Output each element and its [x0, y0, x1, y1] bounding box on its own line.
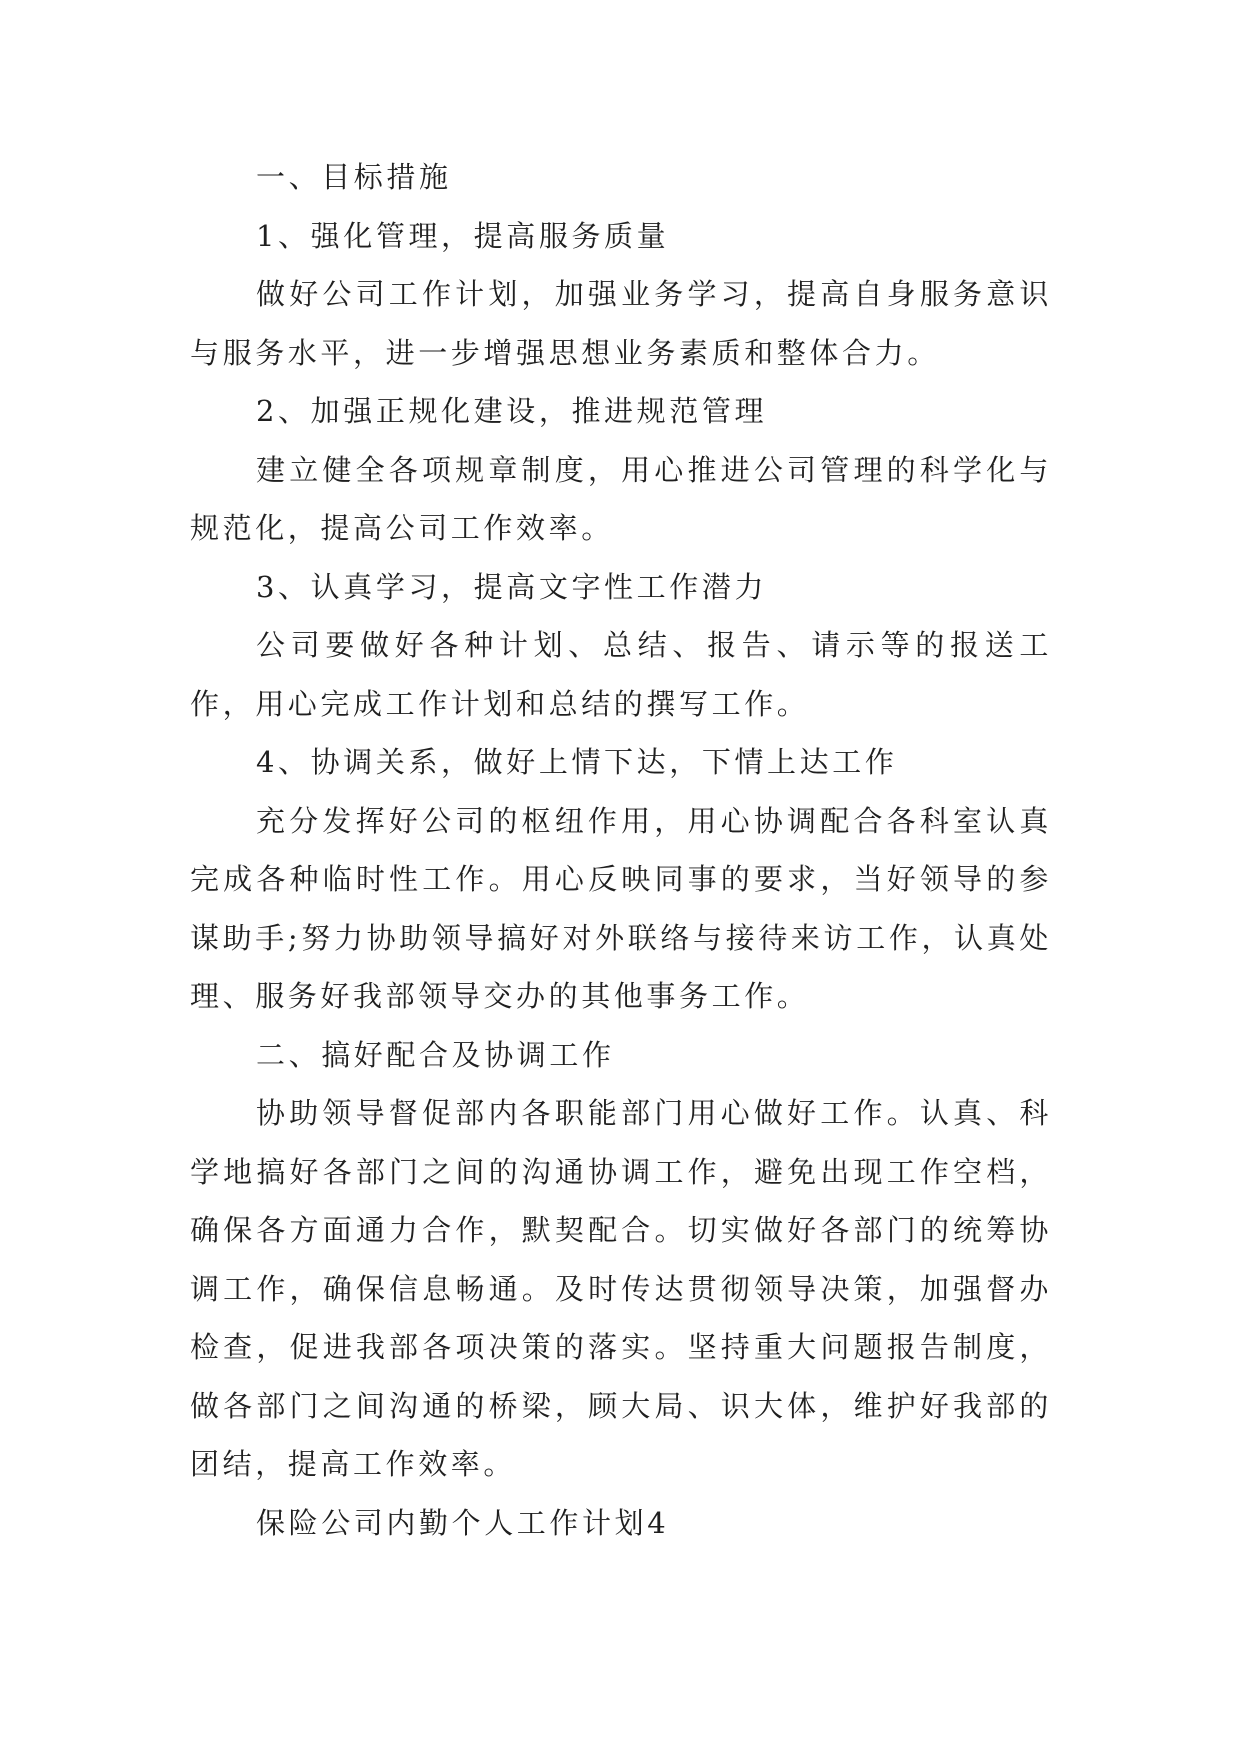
- subheading-1: 1、强化管理，提高服务质量: [256, 218, 670, 253]
- subheading-4: 4、协调关系，做好上情下达，下情上达工作: [256, 745, 898, 779]
- section-heading-1: 一、目标措施: [256, 160, 452, 194]
- body-paragraph-1: 做好公司工作计划，加强业务学习，提高自身服务意识与服务水平，进一步增强思想业务素质和整体合力。: [190, 277, 1052, 370]
- body-paragraph-2: 建立健全各项规章制度，用心推进公司管理的科学化与规范化，提高公司工作效率。: [190, 452, 1052, 545]
- document-page: [190, 148, 1052, 1552]
- section-heading-2: 二、搞好配合及协调工作: [256, 1037, 615, 1072]
- body-paragraph-3: 公司要做好各种计划、总结、报告、请示等的报送工作，用心完成工作计划和总结的撰写工作。: [190, 628, 1052, 721]
- document-title-4: 保险公司内勤个人工作计划4: [256, 1505, 670, 1540]
- subheading-2: 2、加强正规化建设，推进规范管理: [256, 394, 768, 428]
- subheading-3: 3、认真学习，提高文字性工作潜力: [256, 569, 768, 604]
- body-paragraph-5: 协助领导督促部内各职能部门用心做好工作。认真、科学地搞好各部门之间的沟通协调工作，避免出现工作空档，确保各方面通力合作，默契配合。切实做好各部门的统筹协调工作，确保信息畅通。及时传达贯彻领导决策，加强督办检查，促进我部各项决策的落实。坚持重大问题报告制度，做各部门之间沟通的桥梁，顾大局、识大体，维护好我部的团结，提高工作效率。: [190, 1096, 1052, 1481]
- body-paragraph-4: 充分发挥好公司的枢纽作用，用心协调配合各科室认真完成各种临时性工作。用心反映同事的要求，当好领导的参谋助手;努力协助领导搞好对外联络与接待来访工作，认真处理、服务好我部领导交办的其他事务工作。: [190, 803, 1052, 1013]
